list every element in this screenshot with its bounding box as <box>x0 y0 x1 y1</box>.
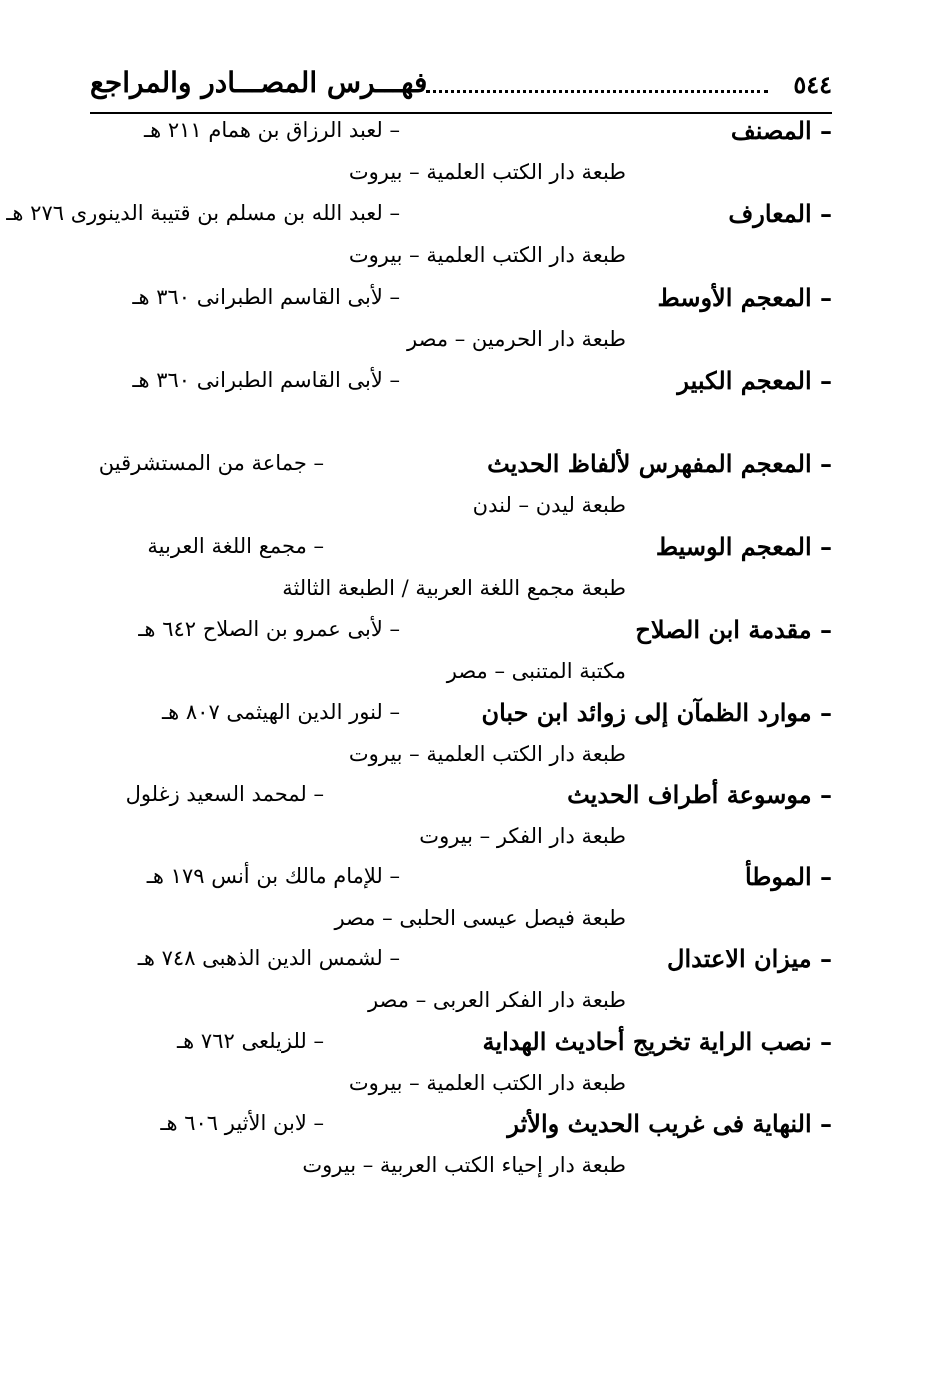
reference-publisher-line <box>110 822 832 858</box>
reference-author: – لعبد الله بن مسلم بن قتيبة الدينورى ٢٧٦ هـ <box>6 201 400 225</box>
reference-publisher-line <box>110 986 832 1022</box>
reference-entry <box>110 1109 832 1149</box>
page-header <box>90 66 832 110</box>
reference-publisher: طبعة دار الحرمين – مصر <box>407 327 626 351</box>
reference-publisher: طبعة دار إحياء الكتب العربية – بيروت <box>302 1153 626 1177</box>
page-number: ٥٤٤ <box>793 70 832 99</box>
reference-author: – جماعة من المستشرقين <box>98 451 324 475</box>
reference-publisher-line <box>110 740 832 776</box>
reference-publisher: طبعة فيصل عيسى الحلبى – مصر <box>334 906 626 930</box>
reference-entry <box>110 615 832 655</box>
reference-author: – لأبى القاسم الطبرانى ٣٦٠ هـ <box>132 285 400 309</box>
reference-author: – للإمام مالك بن أنس ١٧٩ هـ <box>146 864 400 888</box>
reference-entry <box>110 366 832 406</box>
reference-author: – لأبى عمرو بن الصلاح ٦٤٢ هـ <box>138 617 400 641</box>
reference-title: – موسوعة أطراف الحديث <box>567 780 832 809</box>
reference-title: – ميزان الاعتدال <box>667 944 832 973</box>
reference-publisher: طبعة مجمع اللغة العربية / الطبعة الثالثة <box>282 576 626 600</box>
reference-publisher-line <box>110 491 832 527</box>
reference-entry <box>110 283 832 323</box>
reference-title: – النهاية فى غريب الحديث والأثر <box>507 1109 832 1138</box>
reference-author: – لابن الأثير ٦٠٦ هـ <box>160 1111 324 1135</box>
reference-publisher: طبعة دار الفكر العربى – مصر <box>367 988 626 1012</box>
reference-entry <box>110 1027 832 1067</box>
reference-author: – لمحمد السعيد زغلول <box>125 782 324 806</box>
reference-title: – المعجم الأوسط <box>657 283 832 312</box>
reference-publisher: طبعة ليدن – لندن <box>472 493 626 517</box>
reference-title: – الموطأ <box>744 862 832 891</box>
reference-entry <box>110 532 832 572</box>
reference-publisher: مكتبة المتنبى – مصر <box>446 659 626 683</box>
reference-publisher: طبعة دار الكتب العلمية – بيروت <box>348 742 626 766</box>
reference-author: – لنور الدين الهيثمى ٨٠٧ هـ <box>162 700 400 724</box>
reference-title: – موارد الظمآن إلى زوائد ابن حبان <box>481 698 832 727</box>
reference-author: – مجمع اللغة العربية <box>147 534 324 558</box>
reference-publisher: طبعة دار الكتب العلمية – بيروت <box>348 160 626 184</box>
reference-publisher: طبعة دار الكتب العلمية – بيروت <box>348 1071 626 1095</box>
reference-publisher-line <box>110 904 832 940</box>
reference-author: – للزيلعى ٧٦٢ هـ <box>177 1029 324 1053</box>
reference-title: – نصب الراية تخريج أحاديث الهداية <box>482 1027 832 1056</box>
reference-publisher: طبعة دار الكتب العلمية – بيروت <box>348 243 626 267</box>
reference-entry <box>110 780 832 820</box>
reference-author: – لشمس الدين الذهبى ٧٤٨ هـ <box>137 946 400 970</box>
reference-title: – المعجم الوسيط <box>655 532 832 561</box>
reference-publisher-line <box>110 1151 832 1187</box>
header-title: فهـــرس المصـــادر والمراجع <box>90 66 428 99</box>
reference-publisher-line <box>110 241 832 277</box>
reference-publisher-line <box>110 1069 832 1105</box>
header-rule <box>90 112 832 114</box>
reference-title: – المعجم المفهرس لألفاظ الحديث <box>487 449 832 478</box>
reference-publisher-line <box>110 574 832 610</box>
reference-entry <box>110 944 832 984</box>
reference-entry <box>110 862 832 902</box>
reference-publisher-line <box>110 325 832 361</box>
reference-title: – المعارف <box>728 199 832 228</box>
reference-title: – المعجم الكبير <box>677 366 832 395</box>
reference-author: – لأبى القاسم الطبرانى ٣٦٠ هـ <box>132 368 400 392</box>
reference-title: – المصنف <box>730 116 832 145</box>
reference-publisher-line <box>110 158 832 194</box>
reference-author: – لعبد الرزاق بن همام ٢١١ هـ <box>143 118 400 142</box>
reference-entry <box>110 698 832 738</box>
header-dotted-leader <box>426 90 768 93</box>
reference-publisher-line <box>110 657 832 693</box>
reference-entry <box>6 199 832 239</box>
reference-title: – مقدمة ابن الصلاح <box>635 615 832 644</box>
reference-publisher: طبعة دار الفكر – بيروت <box>419 824 626 848</box>
reference-entry <box>98 449 832 489</box>
reference-entry <box>110 116 832 156</box>
